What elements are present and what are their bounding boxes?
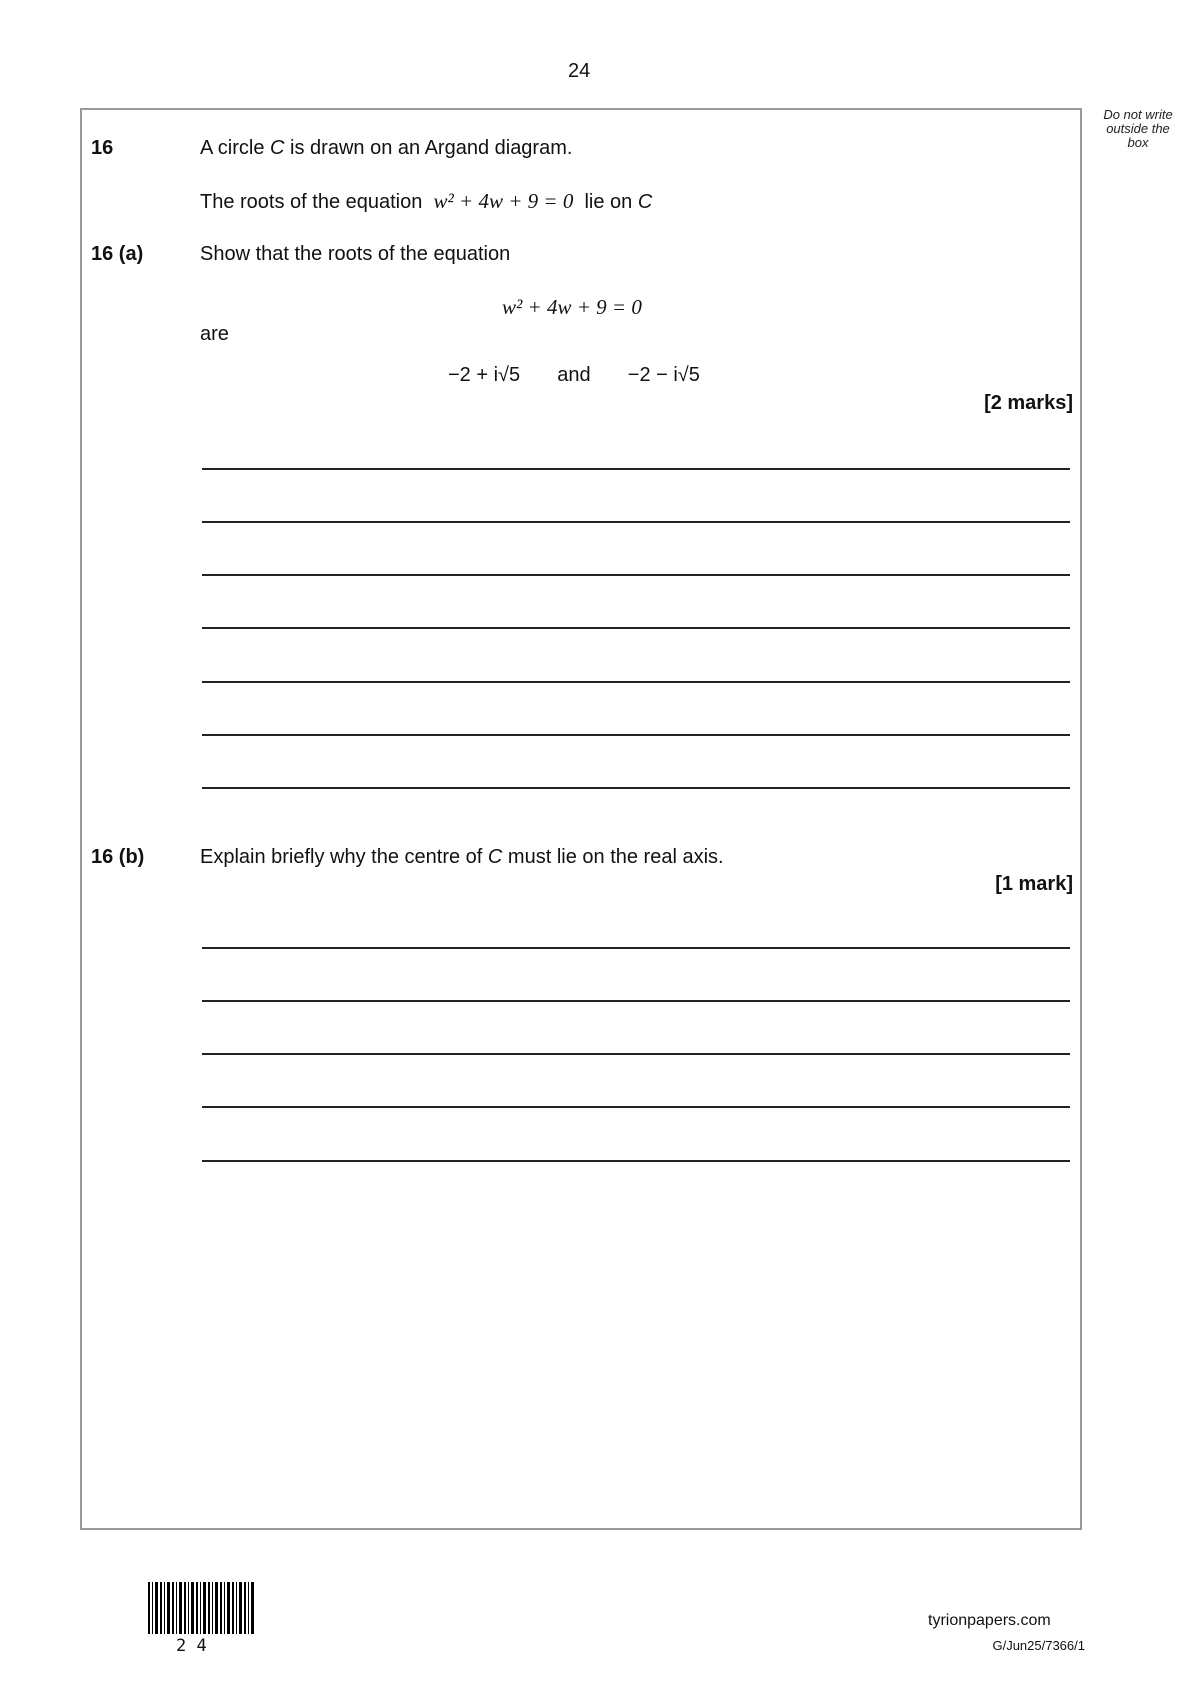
paper-code: G/Jun25/7366/1 <box>992 1638 1085 1653</box>
roots-statement <box>200 189 652 214</box>
circle-c: C <box>637 191 653 213</box>
barcode-number: 2 4 <box>176 1636 207 1656</box>
prompt-text: must lie on the real axis. <box>502 846 724 868</box>
roots-text: lie on <box>584 191 633 213</box>
answer-line[interactable] <box>202 627 1070 629</box>
intro-text: A circle <box>200 137 271 159</box>
root-2: −2 − i√5 <box>627 364 700 386</box>
answer-line[interactable] <box>202 947 1070 949</box>
circle-c: C <box>487 846 503 868</box>
answer-line[interactable] <box>202 468 1070 470</box>
answer-line[interactable] <box>202 521 1070 523</box>
answer-line[interactable] <box>202 681 1070 683</box>
barcode <box>148 1582 256 1634</box>
answer-line[interactable] <box>202 1053 1070 1055</box>
answer-line[interactable] <box>202 1000 1070 1002</box>
circle-c: C <box>270 137 285 159</box>
equation: w² + 4w + 9 = 0 <box>433 189 574 213</box>
answer-line[interactable] <box>202 1160 1070 1162</box>
and-text: and <box>557 364 591 386</box>
question-number: 16 <box>91 137 114 159</box>
part-a-label: 16 (a) <box>91 243 144 265</box>
part-a-prompt: Show that the roots of the equation <box>200 243 511 265</box>
root-1: −2 + i√5 <box>448 364 521 386</box>
answer-line[interactable] <box>202 734 1070 736</box>
part-b-marks: [1 mark] <box>995 873 1073 895</box>
part-b-label: 16 (b) <box>91 846 145 868</box>
roots-text: The roots of the equation <box>200 191 423 213</box>
answer-line[interactable] <box>202 1106 1070 1108</box>
part-a-marks: [2 marks] <box>984 392 1073 414</box>
answer-line[interactable] <box>202 787 1070 789</box>
intro-text: is drawn on an Argand diagram. <box>284 137 573 159</box>
margin-note-line: Do not write <box>1103 107 1173 122</box>
margin-note-line: outside the <box>1106 121 1170 136</box>
question-intro <box>200 137 572 160</box>
answer-line[interactable] <box>202 574 1070 576</box>
margin-note-line: box <box>1127 135 1149 150</box>
margin-note <box>1098 108 1178 150</box>
website: tyrionpapers.com <box>928 1612 1051 1629</box>
answer-box-border <box>80 108 1082 1530</box>
part-a-equation: w² + 4w + 9 = 0 <box>502 295 642 319</box>
part-b-prompt <box>200 846 724 869</box>
page-number: 24 <box>568 60 591 82</box>
prompt-text: Explain briefly why the centre of <box>200 846 488 868</box>
part-a-roots <box>448 364 700 387</box>
part-a-are: are <box>200 323 229 345</box>
